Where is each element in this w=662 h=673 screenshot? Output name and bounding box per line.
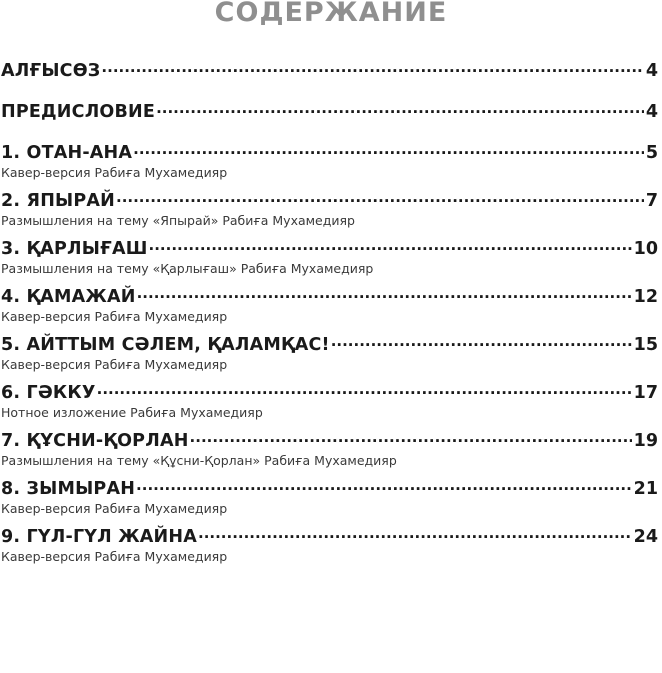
toc-entry-page: 19 [633, 431, 658, 451]
toc-entry-page: 24 [633, 527, 658, 547]
toc-entry-page: 4 [645, 102, 658, 122]
toc-entry-subtitle: Кавер-версия Рабиға Мухамедияр [1, 549, 228, 564]
toc-entry-title: ПРЕДИСЛОВИЕ [1, 102, 156, 122]
dot-leader [133, 138, 644, 158]
toc-entry-title: 6. ГӘККУ [1, 383, 96, 403]
toc-entry-head [0, 378, 662, 402]
table-of-contents [0, 56, 662, 564]
toc-entry-page: 10 [633, 239, 658, 259]
toc-entry-title: 4. ҚАМАЖАЙ [1, 287, 136, 307]
page-title: СОДЕРЖАНИЕ [214, 0, 448, 28]
dot-leader [136, 474, 632, 494]
toc-entry-subtitle: Кавер-версия Рабиға Мухамедияр [1, 165, 228, 180]
toc-entry[interactable] [0, 186, 662, 232]
dot-leader [198, 522, 632, 542]
dot-leader [156, 97, 644, 117]
dot-leader [331, 330, 632, 350]
toc-entry-subtitle: Нотное изложение Рабиға Мухамедияр [1, 405, 263, 420]
toc-entry[interactable] [0, 522, 662, 568]
toc-entry[interactable] [0, 234, 662, 280]
toc-entry-head [0, 474, 662, 498]
toc-entry-title: 3. ҚАРЛЫҒАШ [1, 239, 148, 259]
toc-entry-head [0, 186, 662, 210]
toc-entry-head [0, 56, 662, 80]
toc-entry-title: 9. ГҮЛ-ГҮЛ ЖАЙНА [1, 527, 197, 547]
toc-entry-title: 1. ОТАН-АНА [1, 143, 133, 163]
toc-entry-title: 5. АЙТТЫМ СӘЛЕМ, ҚАЛАМҚАС! [1, 335, 330, 355]
dot-leader [137, 282, 632, 302]
toc-entry-subtitle: Кавер-версия Рабиға Мухамедияр [1, 309, 228, 324]
toc-entry-head [0, 426, 662, 450]
dot-leader [190, 426, 632, 446]
toc-entry-title: 2. ЯПЫРАЙ [1, 191, 115, 211]
toc-entry-page: 7 [645, 191, 658, 211]
toc-entry[interactable] [0, 138, 662, 184]
toc-entry-subtitle: Размышления на тему «Япырай» Рабиға Мухамедияр [1, 213, 355, 228]
toc-entry-subtitle: Кавер-версия Рабиға Мухамедияр [1, 501, 228, 516]
toc-entry-title: 7. ҚҰСНИ-ҚОРЛАН [1, 431, 189, 451]
dot-leader [116, 186, 644, 206]
toc-entry-subtitle: Размышления на тему «Қарлығаш» Рабиға Мухамедияр [1, 261, 374, 276]
toc-entry[interactable] [0, 426, 662, 472]
toc-entry-head [0, 522, 662, 546]
toc-entry-head [0, 234, 662, 258]
toc-entry-subtitle: Размышления на тему «Құсни-Қорлан» Рабиға Мухамедияр [1, 453, 397, 468]
toc-entry-page: 12 [633, 287, 658, 307]
toc-entry[interactable] [0, 97, 662, 121]
toc-entry-page: 17 [633, 383, 658, 403]
toc-entry-title: АЛҒЫСӨЗ [1, 61, 101, 81]
toc-entry-head [0, 282, 662, 306]
dot-leader [97, 378, 632, 398]
toc-entry-title: 8. ЗЫМЫРАН [1, 479, 136, 499]
toc-entry[interactable] [0, 282, 662, 328]
toc-entry[interactable] [0, 330, 662, 376]
dot-leader [149, 234, 632, 254]
dot-leader [101, 56, 643, 76]
toc-entry-head [0, 97, 662, 121]
toc-entry-page: 4 [645, 61, 658, 81]
toc-entry[interactable] [0, 56, 662, 80]
toc-entry-subtitle: Кавер-версия Рабиға Мухамедияр [1, 357, 228, 372]
toc-entry-head [0, 138, 662, 162]
toc-entry[interactable] [0, 474, 662, 520]
toc-entry-page: 21 [633, 479, 658, 499]
toc-entry[interactable] [0, 378, 662, 424]
toc-entry-page: 5 [645, 143, 658, 163]
toc-entry-page: 15 [633, 335, 658, 355]
toc-entry-head [0, 330, 662, 354]
